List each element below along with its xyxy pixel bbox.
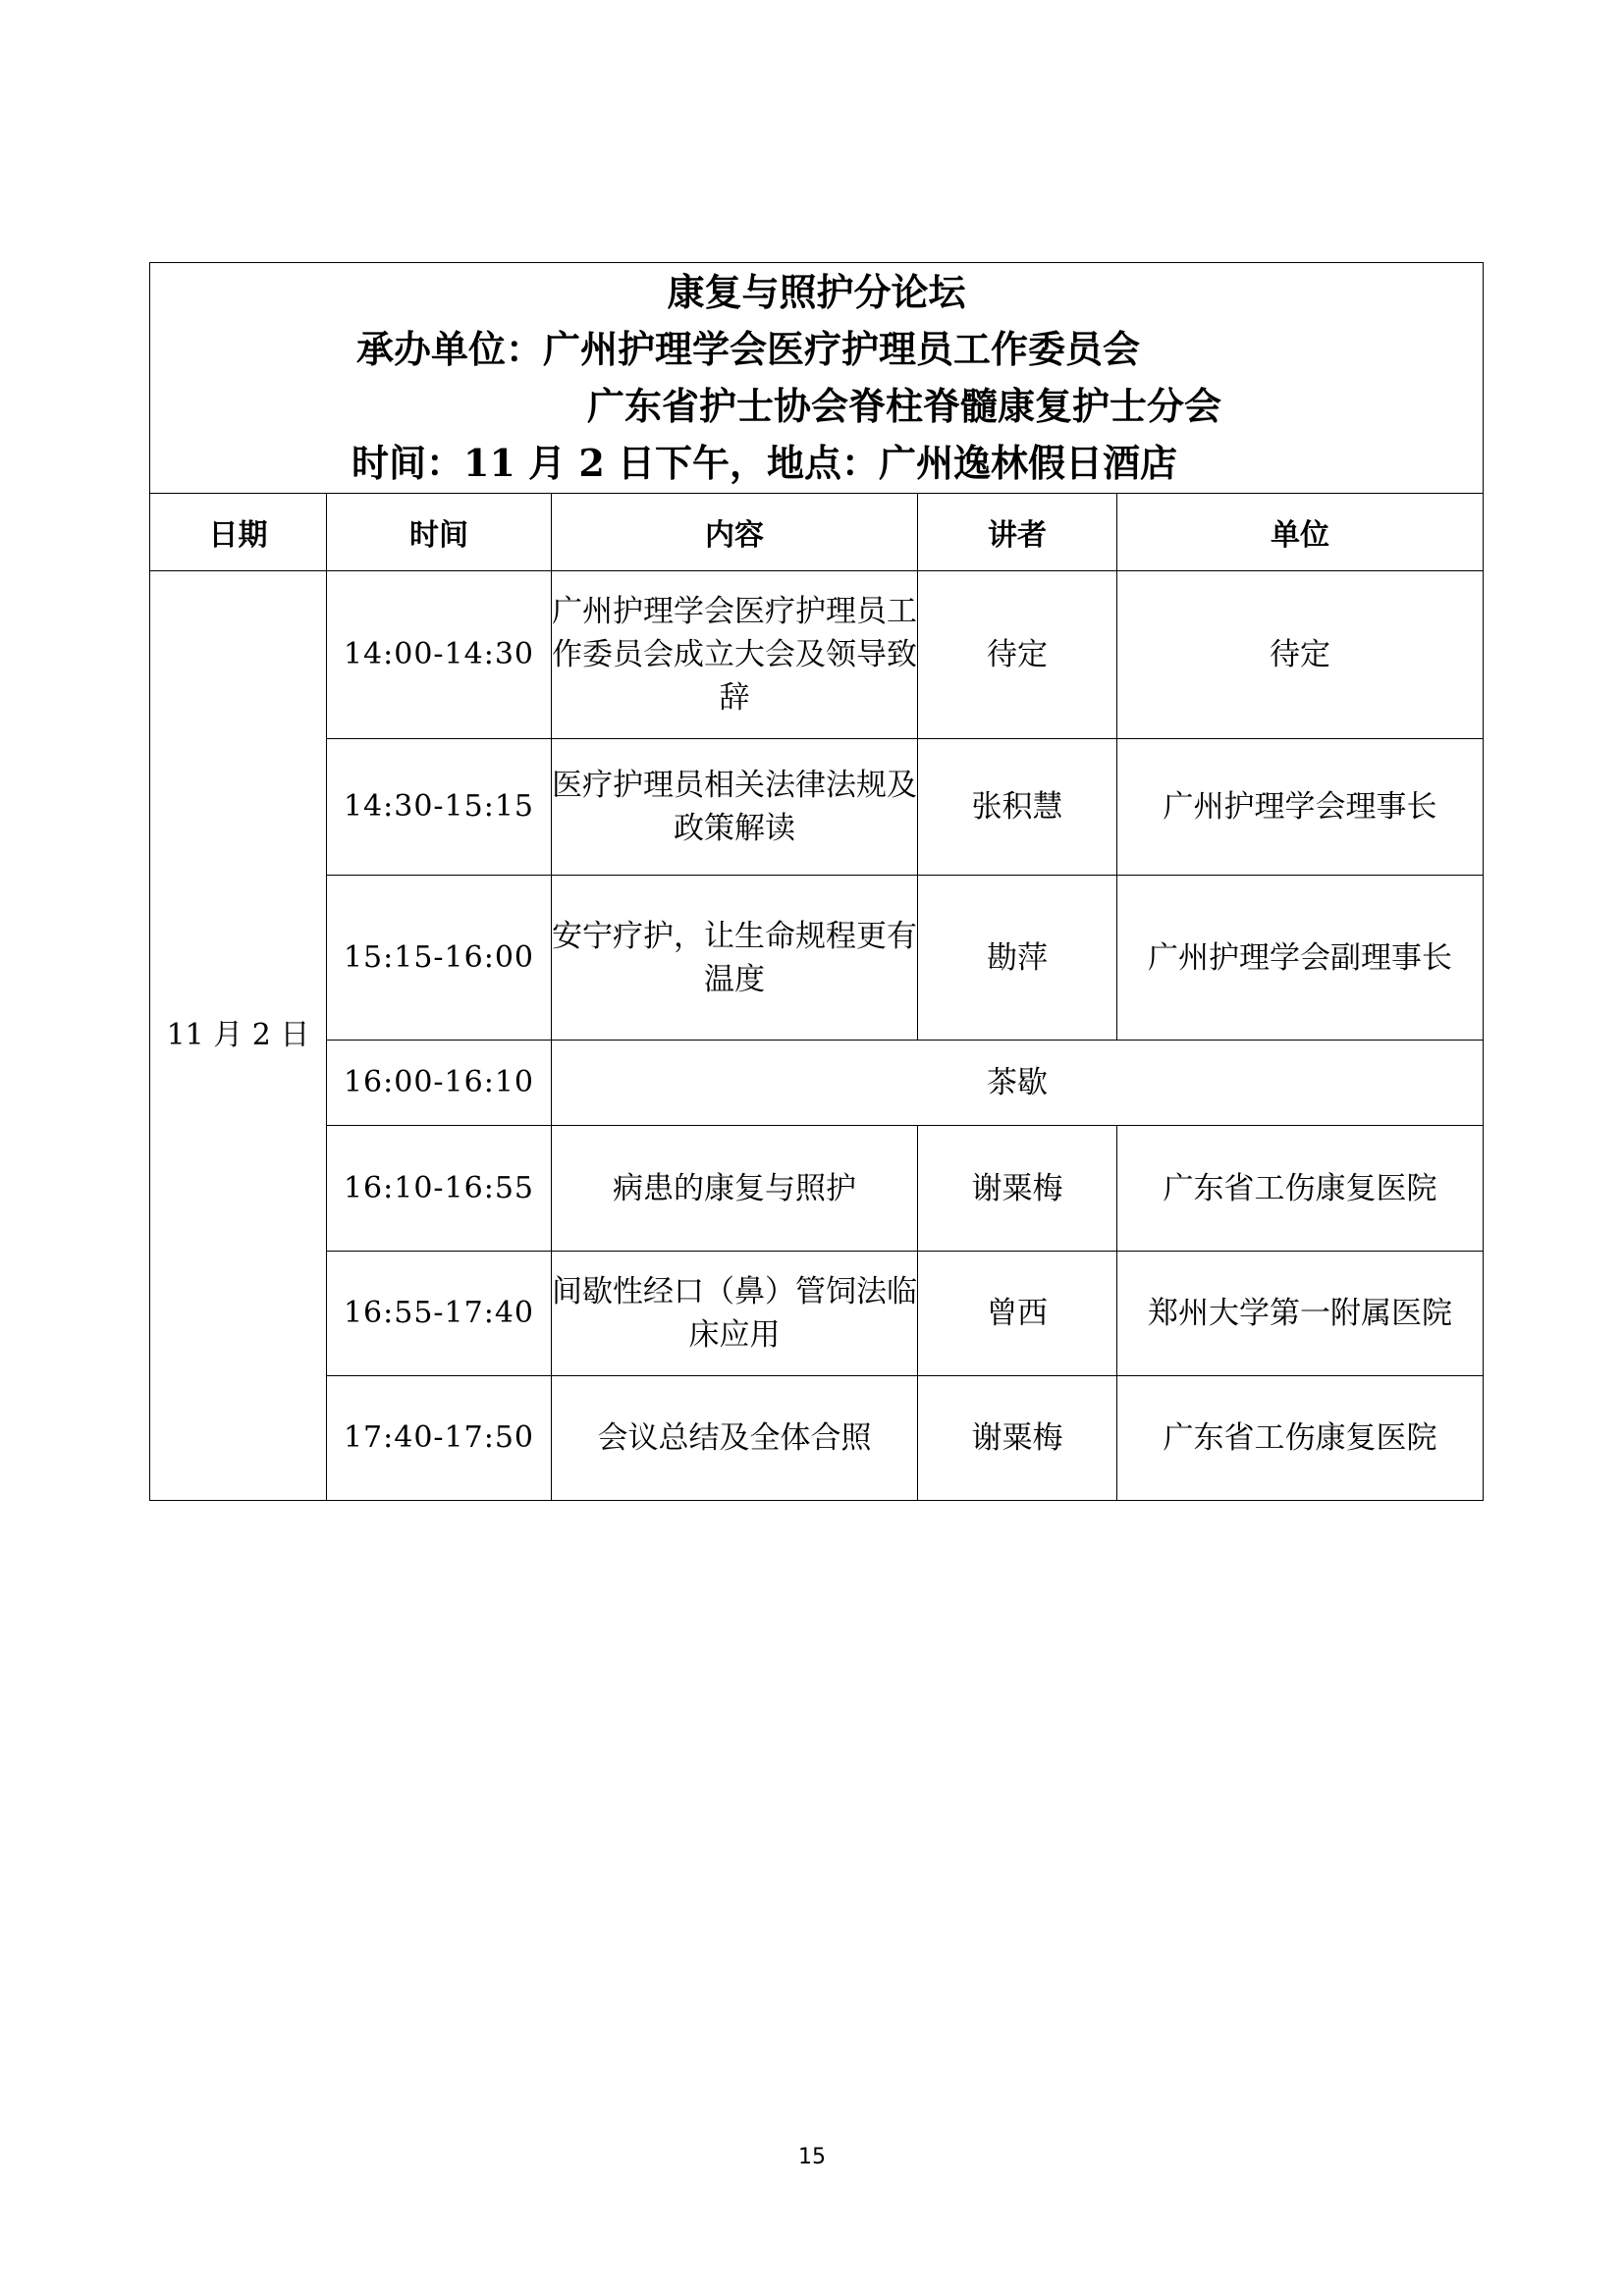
tea-break-cell: 茶歇 bbox=[552, 1041, 1484, 1126]
forum-header bbox=[150, 263, 1484, 494]
unit-cell: 广东省工伤康复医院 bbox=[1117, 1126, 1484, 1252]
table-row bbox=[150, 1252, 1484, 1376]
organizer-line-2: 广东省护士协会脊柱脊髓康复护士分会 bbox=[587, 384, 1222, 428]
unit-cell: 广东省工伤康复医院 bbox=[1117, 1376, 1484, 1501]
table-row bbox=[150, 739, 1484, 876]
speaker-cell: 勘萍 bbox=[918, 876, 1117, 1041]
column-header-speaker: 讲者 bbox=[918, 494, 1117, 571]
time-cell: 16:00-16:10 bbox=[327, 1041, 552, 1126]
column-header-date: 日期 bbox=[150, 494, 327, 571]
content-cell: 会议总结及全体合照 bbox=[552, 1376, 918, 1501]
column-header-content: 内容 bbox=[552, 494, 918, 571]
column-header-row bbox=[150, 494, 1484, 571]
column-header-unit: 单位 bbox=[1117, 494, 1484, 571]
unit-cell: 待定 bbox=[1117, 571, 1484, 739]
speaker-cell: 谢粟梅 bbox=[918, 1126, 1117, 1252]
speaker-cell: 曾西 bbox=[918, 1252, 1117, 1376]
content-cell: 病患的康复与照护 bbox=[552, 1126, 918, 1252]
time-cell: 14:30-15:15 bbox=[327, 739, 552, 876]
time-cell: 16:10-16:55 bbox=[327, 1126, 552, 1252]
schedule-table bbox=[149, 262, 1484, 1501]
time-cell: 14:00-14:30 bbox=[327, 571, 552, 739]
column-header-time: 时间 bbox=[327, 494, 552, 571]
unit-cell: 郑州大学第一附属医院 bbox=[1117, 1252, 1484, 1376]
speaker-cell: 张积慧 bbox=[918, 739, 1117, 876]
time-cell: 15:15-16:00 bbox=[327, 876, 552, 1041]
time-location: 时间：11 月 2 日下午，地点：广州逸林假日酒店 bbox=[352, 441, 1178, 485]
content-cell: 医疗护理员相关法律法规及政策解读 bbox=[552, 739, 918, 876]
speaker-cell: 待定 bbox=[918, 571, 1117, 739]
time-cell: 16:55-17:40 bbox=[327, 1252, 552, 1376]
table-row bbox=[150, 571, 1484, 739]
unit-cell: 广州护理学会理事长 bbox=[1117, 739, 1484, 876]
date-cell: 11 月 2 日 bbox=[150, 571, 327, 1501]
organizer-line-1: 承办单位：广州护理学会医疗护理员工作委员会 bbox=[356, 327, 1141, 371]
time-cell: 17:40-17:50 bbox=[327, 1376, 552, 1501]
content-cell: 广州护理学会医疗护理员工作委员会成立大会及领导致辞 bbox=[552, 571, 918, 739]
content-cell: 间歇性经口（鼻）管饲法临床应用 bbox=[552, 1252, 918, 1376]
table-row bbox=[150, 1376, 1484, 1501]
page-number: 15 bbox=[798, 2145, 826, 2169]
speaker-cell: 谢粟梅 bbox=[918, 1376, 1117, 1501]
forum-title: 康复与照护分论坛 bbox=[667, 270, 966, 314]
table-row bbox=[150, 1126, 1484, 1252]
table-row-break bbox=[150, 1041, 1484, 1126]
content-cell: 安宁疗护，让生命规程更有温度 bbox=[552, 876, 918, 1041]
unit-cell: 广州护理学会副理事长 bbox=[1117, 876, 1484, 1041]
table-row bbox=[150, 876, 1484, 1041]
